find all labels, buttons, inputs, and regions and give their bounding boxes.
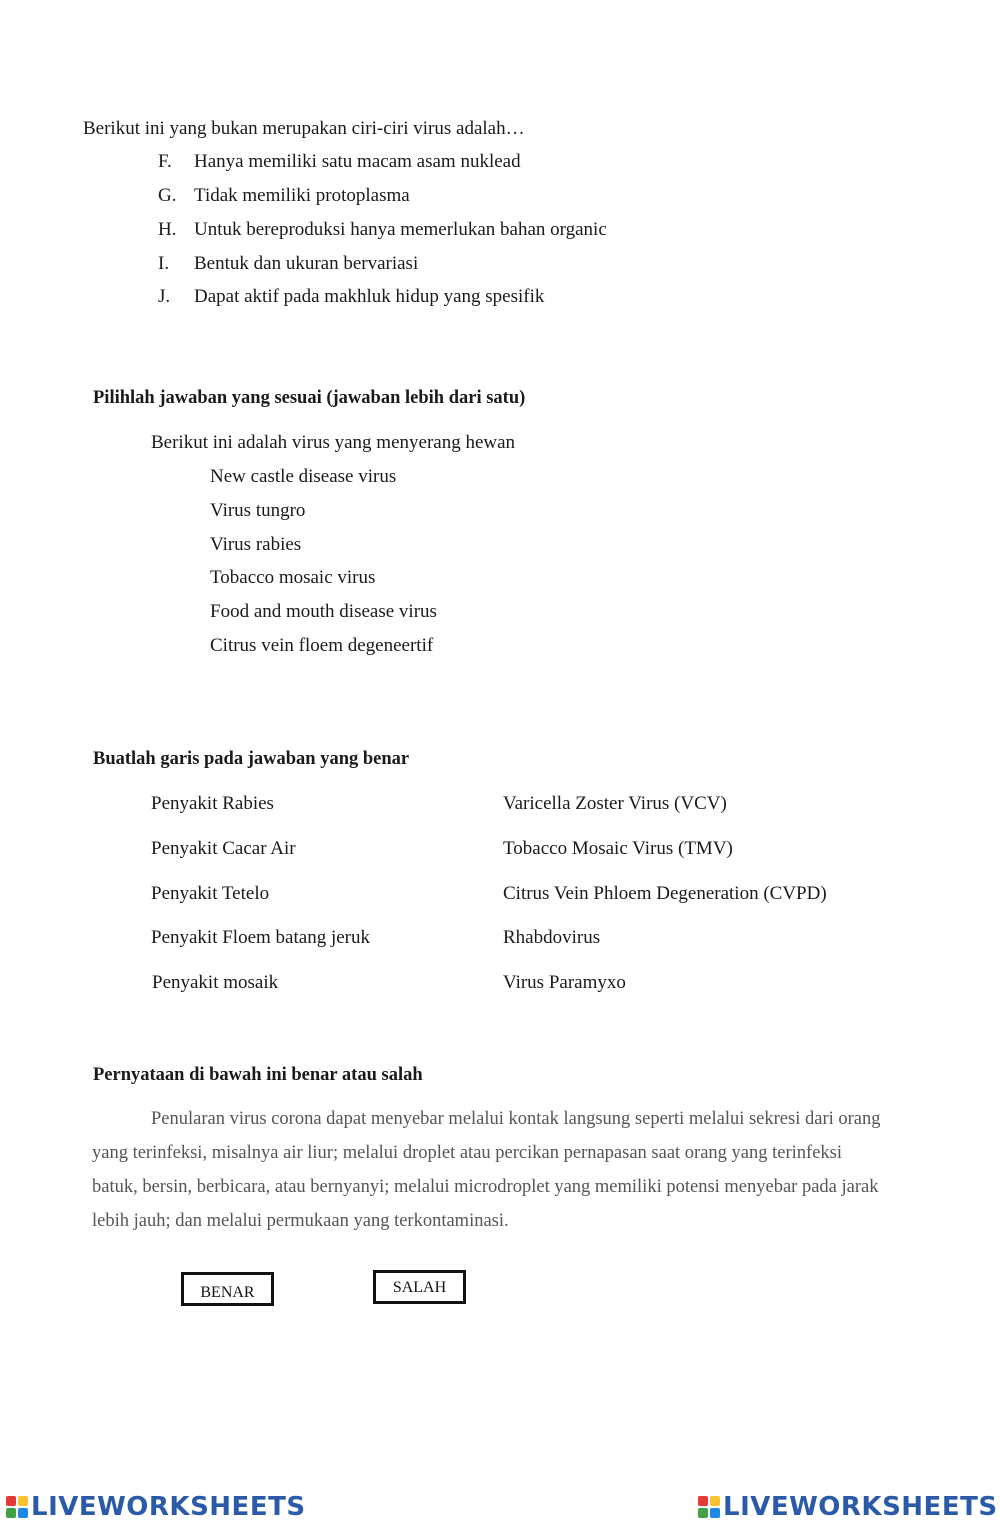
question-2-heading: Pilihlah jawaban yang sesuai (jawaban lebih dari satu): [93, 388, 526, 408]
question-2-stem: Berikut ini adalah virus yang menyerang hewan: [151, 432, 516, 453]
option-letter: F.: [158, 151, 172, 172]
logo-blocks-icon: [698, 1496, 720, 1518]
option-letter: G.: [158, 185, 177, 206]
option-h[interactable]: [158, 219, 607, 241]
option-text: Hanya memiliki satu macam asam nuklead: [194, 151, 521, 172]
match-right-item[interactable]: Tobacco Mosaic Virus (TMV): [503, 838, 733, 859]
match-right-item[interactable]: Varicella Zoster Virus (VCV): [503, 793, 727, 814]
logo-blocks-icon: [6, 1496, 28, 1518]
checkbox-item[interactable]: New castle disease virus: [210, 466, 397, 487]
match-left-item[interactable]: Penyakit Rabies: [151, 793, 274, 814]
match-left-item[interactable]: Penyakit Floem batang jeruk: [151, 927, 370, 948]
statement-paragraph: Penularan virus corona dapat menyebar melalui kontak langsung seperti melalui sekresi dari orang yang terinfeksi, misalnya air liur; melalui droplet atau percikan pernapasan saat orang yang terinfeksi batuk, bersin, berbicara, atau bernyanyi; melalui microdroplet yang memiliki potensi menyebar pada jarak lebih jauh; dan melalui permukaan yang terkontaminasi.: [92, 1109, 881, 1231]
option-text: Dapat aktif pada makhluk hidup yang spesifik: [194, 286, 545, 307]
option-j[interactable]: [158, 286, 544, 308]
checkbox-item[interactable]: Citrus vein floem degeneertif: [210, 635, 434, 656]
question-4-heading: Pernyataan di bawah ini benar atau salah: [93, 1065, 423, 1085]
option-text: Tidak memiliki protoplasma: [194, 185, 410, 206]
question-3-heading: Buatlah garis pada jawaban yang benar: [93, 749, 410, 769]
match-left-item[interactable]: Penyakit Cacar Air: [151, 838, 296, 859]
option-letter: H.: [158, 219, 177, 240]
match-right-item[interactable]: Virus Paramyxo: [503, 972, 626, 993]
question-1-stem: Berikut ini yang bukan merupakan ciri-ciri virus adalah…: [83, 118, 525, 139]
match-left-item[interactable]: Penyakit mosaik: [152, 972, 279, 993]
logo-text: LIVEWORKSHEETS: [723, 1492, 998, 1522]
checkbox-item[interactable]: Virus rabies: [210, 534, 302, 555]
liveworksheets-logo: [698, 1490, 998, 1524]
option-f[interactable]: [158, 151, 521, 173]
option-text: Untuk bereproduksi hanya memerlukan bahan organic: [194, 219, 607, 240]
checkbox-item[interactable]: Virus tungro: [210, 500, 306, 521]
option-letter: J.: [158, 286, 171, 307]
liveworksheets-logo: [6, 1490, 306, 1524]
option-i[interactable]: [158, 253, 418, 275]
match-right-item[interactable]: Citrus Vein Phloem Degeneration (CVPD): [503, 883, 827, 904]
option-g[interactable]: [158, 185, 410, 207]
logo-text: LIVEWORKSHEETS: [31, 1492, 306, 1522]
checkbox-item[interactable]: Tobacco mosaic virus: [210, 567, 376, 588]
match-right-item[interactable]: Rhabdovirus: [503, 927, 601, 948]
option-letter: I.: [158, 253, 170, 274]
true-button[interactable]: BENAR: [181, 1272, 274, 1306]
checkbox-item[interactable]: Food and mouth disease virus: [210, 601, 437, 622]
false-button[interactable]: SALAH: [373, 1270, 466, 1304]
match-left-item[interactable]: Penyakit Tetelo: [151, 883, 270, 904]
option-text: Bentuk dan ukuran bervariasi: [194, 253, 419, 274]
